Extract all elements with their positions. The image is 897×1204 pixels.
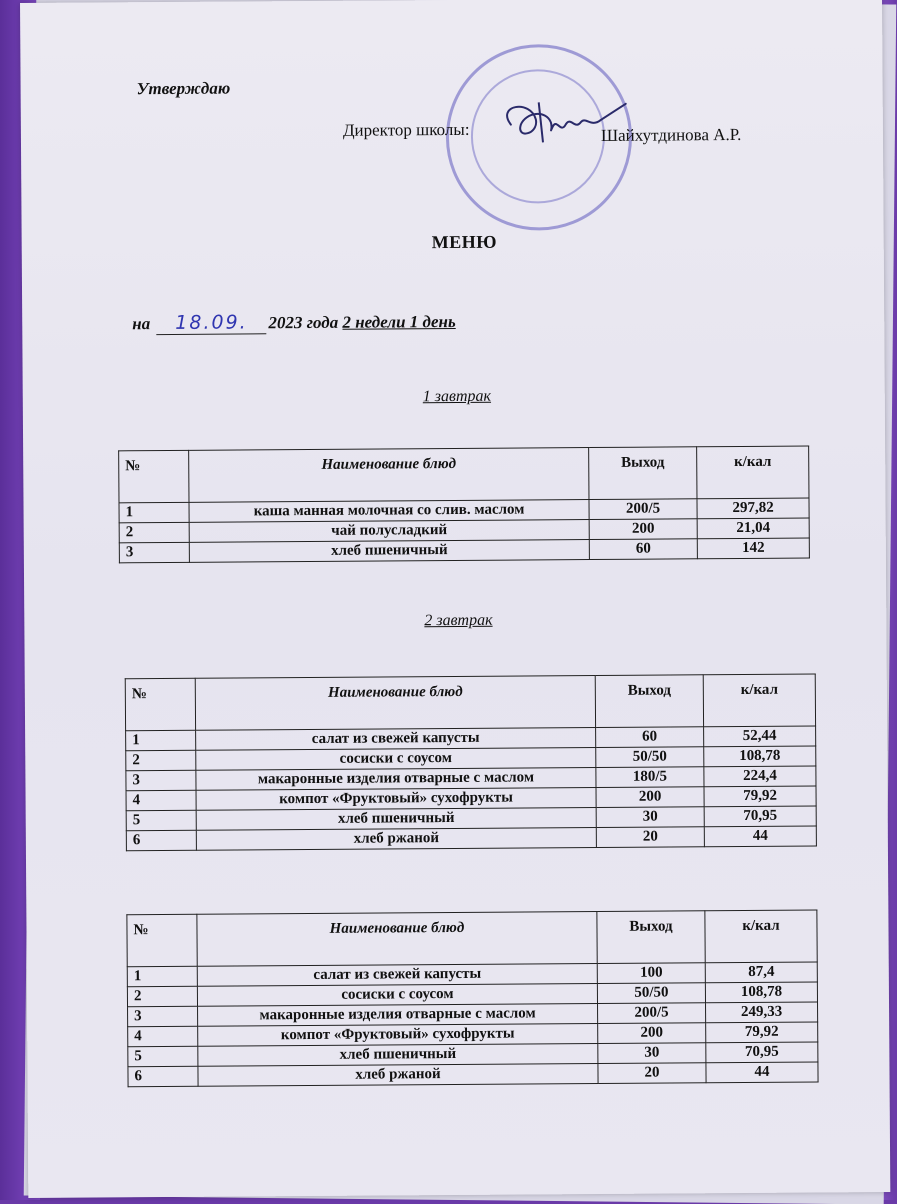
cell-kcal: 297,82: [697, 498, 809, 519]
col-header-name: Наименование блюд: [195, 676, 595, 731]
cell-output: 30: [598, 1043, 706, 1064]
table-header-row: [125, 674, 815, 731]
cell-output: 200: [596, 787, 704, 808]
date-prefix: на: [132, 314, 151, 334]
cell-num: 5: [128, 1046, 198, 1066]
cell-num: 2: [127, 986, 197, 1006]
cell-name: хлеб ржаной: [196, 828, 596, 851]
cell-output: 100: [597, 963, 705, 984]
cell-num: 1: [127, 966, 197, 986]
table-row: [128, 1062, 818, 1087]
cell-num: 1: [119, 502, 189, 522]
cell-num: 6: [126, 830, 196, 850]
menu-table-lunch: [126, 909, 818, 1087]
cell-name: компот «Фруктовый» сухофрукты: [198, 1024, 598, 1047]
col-header-name: Наименование блюд: [197, 912, 597, 967]
menu-document: [20, 0, 890, 1198]
cell-output: 20: [598, 1063, 706, 1084]
cell-output: 200: [598, 1023, 706, 1044]
cell-kcal: 142: [697, 538, 809, 559]
table-row: [126, 826, 816, 851]
table-row: [119, 538, 809, 563]
col-header-kcal: к/кал: [703, 674, 815, 727]
cell-name: каша манная молочная со слив. маслом: [189, 500, 589, 523]
handwritten-date: 18.09.: [156, 311, 266, 335]
cell-num: 4: [126, 790, 196, 810]
director-label: Директор школы:: [342, 119, 470, 140]
col-header-output: Выход: [589, 447, 697, 500]
cell-num: 4: [128, 1026, 198, 1046]
cell-name: салат из свежей капусты: [196, 728, 596, 751]
col-header-num: №: [125, 678, 195, 730]
cell-output: 30: [596, 807, 704, 828]
cell-name: хлеб ржаной: [198, 1064, 598, 1087]
cell-num: 2: [126, 750, 196, 770]
cell-name: хлеб пшеничный: [189, 540, 589, 563]
year-text: 2023 года: [268, 312, 339, 333]
cell-kcal: 87,4: [705, 962, 817, 983]
cell-kcal: 44: [706, 1062, 818, 1083]
cell-num: 2: [119, 522, 189, 542]
cell-output: 200: [589, 519, 697, 540]
cell-name: хлеб пшеничный: [196, 808, 596, 831]
cell-kcal: 224,4: [704, 766, 816, 787]
col-header-kcal: к/кал: [705, 910, 817, 963]
cell-name: макаронные изделия отварные с маслом: [198, 1004, 598, 1027]
col-header-output: Выход: [597, 911, 705, 964]
cell-num: 6: [128, 1066, 198, 1086]
date-line: [132, 310, 456, 335]
cell-num: 3: [128, 1006, 198, 1026]
cell-kcal: 79,92: [706, 1022, 818, 1043]
cell-kcal: 21,04: [697, 518, 809, 539]
cell-name: хлеб пшеничный: [198, 1044, 598, 1067]
cell-output: 50/50: [596, 747, 704, 768]
section-title-breakfast-2: 2 завтрак: [424, 611, 493, 630]
cell-output: 200/5: [589, 499, 697, 520]
cell-output: 20: [596, 827, 704, 848]
cell-output: 60: [589, 539, 697, 560]
cell-kcal: 249,33: [706, 1002, 818, 1023]
col-header-kcal: к/кал: [697, 446, 809, 499]
menu-table-breakfast-1: [118, 446, 810, 564]
page-title: МЕНЮ: [431, 231, 498, 253]
week-text: 2 недели 1 день: [342, 311, 456, 332]
director-name: Шайхутдинова А.Р.: [600, 124, 742, 145]
cell-output: 200/5: [598, 1003, 706, 1024]
table-header-row: [127, 910, 817, 967]
cell-kcal: 108,78: [705, 982, 817, 1003]
cell-name: салат из свежей капусты: [197, 964, 597, 987]
approve-label: Утверждаю: [136, 78, 231, 99]
cell-kcal: 52,44: [704, 726, 816, 747]
col-header-num: №: [127, 914, 197, 966]
cell-num: 3: [126, 770, 196, 790]
cell-output: 180/5: [596, 767, 704, 788]
cell-num: 3: [119, 542, 189, 562]
cell-name: сосиски с соусом: [196, 748, 596, 771]
cell-num: 1: [126, 730, 196, 750]
cell-output: 60: [596, 727, 704, 748]
col-header-name: Наименование блюд: [189, 448, 589, 503]
cell-name: макаронные изделия отварные с маслом: [196, 768, 596, 791]
cell-kcal: 44: [704, 826, 816, 847]
col-header-num: №: [119, 450, 189, 502]
cell-kcal: 70,95: [706, 1042, 818, 1063]
cell-kcal: 108,78: [704, 746, 816, 767]
col-header-output: Выход: [595, 675, 703, 728]
cell-name: сосиски с соусом: [197, 984, 597, 1007]
table-header-row: [119, 446, 809, 503]
cell-kcal: 79,92: [704, 786, 816, 807]
section-title-breakfast-1: 1 завтрак: [422, 387, 492, 406]
menu-table-breakfast-2: [125, 673, 817, 851]
cell-kcal: 70,95: [704, 806, 816, 827]
cell-name: компот «Фруктовый» сухофрукты: [196, 788, 596, 811]
cell-output: 50/50: [597, 983, 705, 1004]
cell-name: чай полусладкий: [189, 520, 589, 543]
cell-num: 5: [126, 810, 196, 830]
